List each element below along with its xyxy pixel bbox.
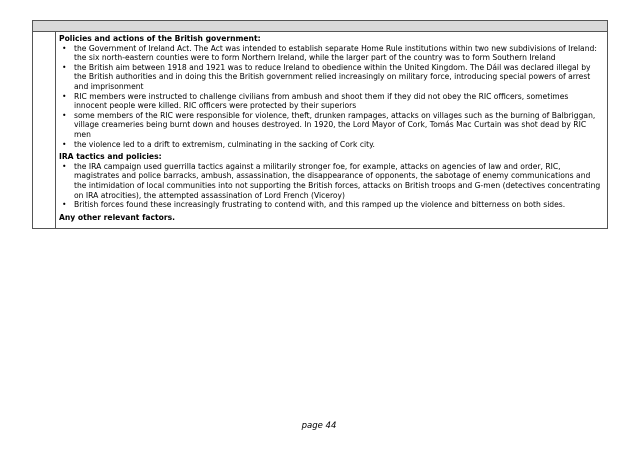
list-item-text: RIC members were instructed to challenge civilians from ambush and shoot them if they did not obey the RIC officers, sometimes innocent people were killed. RIC officers were protected by their superiors (74, 91, 569, 111)
table-content-cell (56, 32, 607, 228)
bullet-icon: • (62, 161, 67, 171)
list-item (59, 140, 603, 150)
list-item-text: the violence led to a drift to extremism, culminating in the sacking of Cork city. (74, 139, 375, 149)
bullet-icon: • (62, 139, 67, 149)
section-heading: Policies and actions of the British government: (59, 34, 261, 43)
bullet-icon: • (62, 62, 67, 72)
list-item (59, 92, 603, 111)
list-item-text: the Government of Ireland Act. The Act was intended to establish separate Home Rule institutions within two new subdivisions of Ireland: the six north-eastern counties were to form Northern Ireland, while the larger part of the country was to form Southern Ireland (74, 43, 597, 63)
bullet-list (59, 44, 603, 150)
list-item-text: British forces found these increasingly frustrating to contend with, and this ramped up the violence and bitterness on both sides. (74, 200, 566, 210)
bullet-icon: • (62, 110, 67, 120)
page-number: page 44 (301, 421, 337, 431)
content-table (32, 20, 608, 229)
list-item-text: the British aim between 1918 and 1921 was to reduce Ireland to obedience within the United Kingdom. The Dáil was declared illegal by the British authorities and in doing this the British government relied increasingly on military force, introducing special powers of arrest and imprisonment (74, 62, 591, 91)
list-item (59, 162, 603, 200)
list-item (59, 44, 603, 63)
section-heading: Any other relevant factors. (59, 212, 175, 222)
table-left-column (33, 32, 56, 228)
bullet-list (59, 162, 603, 210)
section-heading: IRA tactics and policies: (59, 152, 162, 162)
bullet-icon: • (62, 43, 67, 53)
list-item (59, 111, 603, 140)
bullet-icon: • (62, 91, 67, 101)
bullet-icon: • (62, 200, 67, 210)
list-item (59, 200, 603, 210)
table-body-row (33, 32, 607, 228)
list-item-text: the IRA campaign used guerrilla tactics against a militarily stronger foe, for example, attacks on agencies of law and order, RIC, magistrates and police barracks, ambush, assassination, the disappearance of opponents, the sabotage of enemy communications and the intimidation of local communities into not supporting the British forces, attacks on British troops and G-men (detectives concentrating on IRA atrocities), the attempted assassination of Lord French (Viceroy) (74, 161, 601, 200)
list-item-text: some members of the RIC were responsible for violence, theft, drunken rampages, attacks on villages such as the burning of Balbriggan, village creameries being burnt down and houses destroyed. In 1920, the Lord Mayor of Cork, Tomás Mac Curtain was shot dead by RIC men (74, 110, 596, 139)
table-header-row (33, 21, 607, 32)
list-item (59, 63, 603, 92)
